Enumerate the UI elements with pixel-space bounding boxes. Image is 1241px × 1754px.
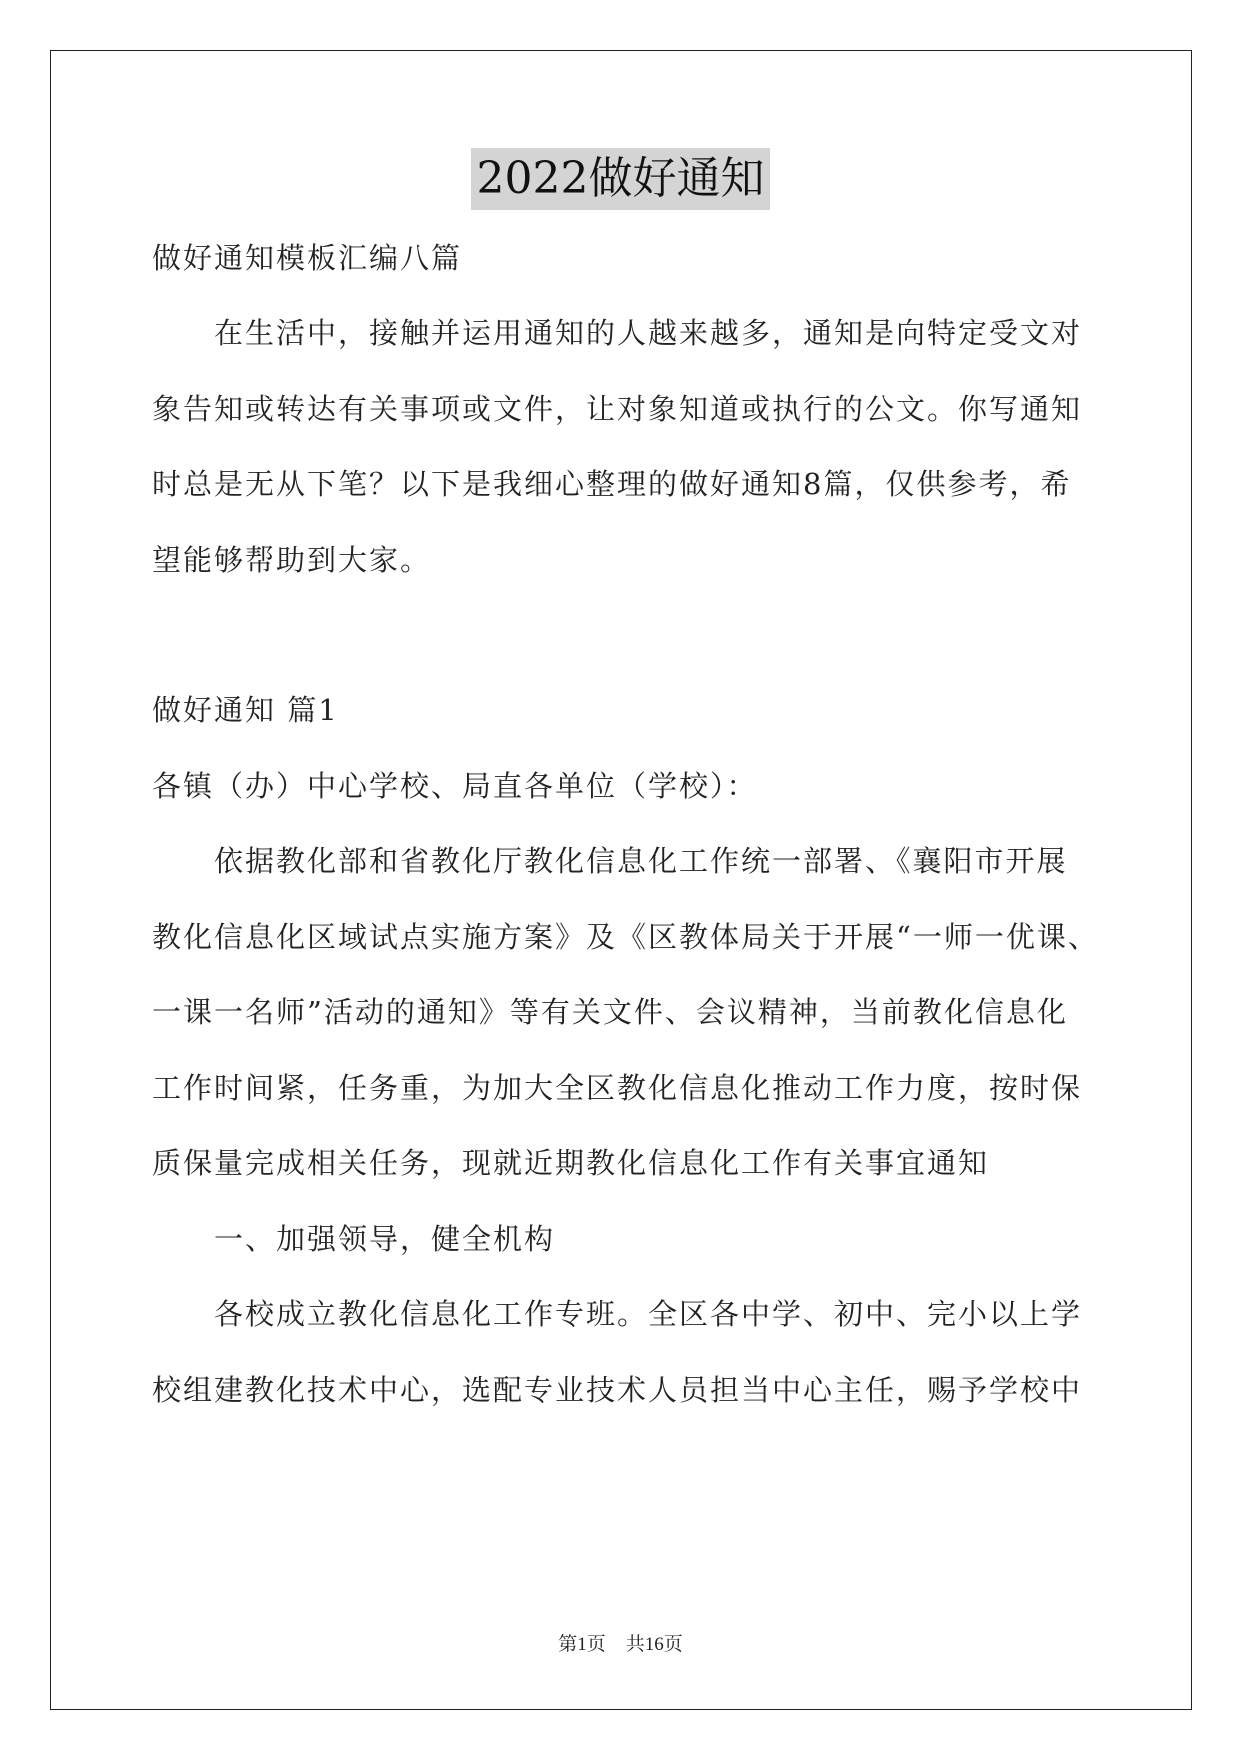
title-container xyxy=(0,148,1241,210)
point-heading: 一、加强领导，健全机构 xyxy=(214,1222,556,1256)
page-border xyxy=(50,50,1192,1710)
section-heading: 做好通知 篇1 xyxy=(152,693,339,727)
document-title: 2022做好通知 xyxy=(471,148,771,210)
body-line: 工作时间紧，任务重，为加大全区教化信息化推动工作力度，按时保 xyxy=(152,1071,1083,1105)
intro-line: 象告知或转达有关事项或文件，让对象知道或执行的公文。你写通知 xyxy=(152,392,1083,426)
body-line: 一课一名师”活动的通知》等有关文件、会议精神，当前教化信息化 xyxy=(152,995,1068,1029)
page-number: 第1页 xyxy=(558,1634,606,1655)
point-line: 校组建教化技术中心，选配专业技术人员担当中心主任，赐予学校中 xyxy=(152,1373,1083,1407)
intro-line: 时总是无从下笔？以下是我细心整理的做好通知8篇，仅供参考，希 xyxy=(152,467,1072,501)
intro-line: 望能够帮助到大家。 xyxy=(152,543,432,577)
body-line: 教化信息化区域试点实施方案》及《区教体局关于开展“一师一优课、 xyxy=(152,920,1099,954)
page-total: 共16页 xyxy=(625,1634,683,1655)
document-subtitle: 做好通知模板汇编八篇 xyxy=(152,241,463,275)
body-line: 质保量完成相关任务，现就近期教化信息化工作有关事宜通知 xyxy=(152,1146,990,1180)
intro-line: 在生活中，接触并运用通知的人越来越多，通知是向特定受文对 xyxy=(214,316,1083,350)
body-line: 依据教化部和省教化厅教化信息化工作统一部署、《襄阳市开展 xyxy=(214,844,1068,878)
point-line: 各校成立教化信息化工作专班。全区各中学、初中、完小以上学 xyxy=(214,1297,1083,1331)
addressee-line: 各镇（办）中心学校、局直各单位（学校）： xyxy=(152,769,758,803)
page-footer xyxy=(0,1629,1241,1656)
